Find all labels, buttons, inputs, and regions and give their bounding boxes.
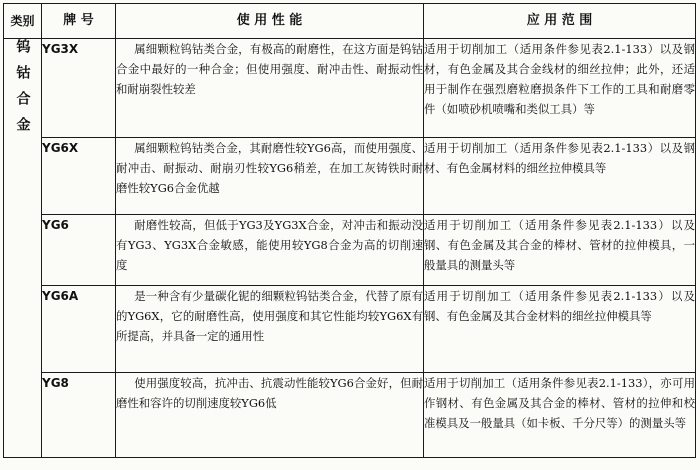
grade-cell: YG6X [42, 138, 116, 215]
table-row [4, 138, 696, 215]
table-row [4, 215, 696, 286]
application-cell: 适用于切削加工（适用条件参见表2.1-133）以及钢材，有色金属及其合金线材的细丝拉伸；此外，还适用于制作在强烈磨粒磨损条件下工作的工具和耐磨零件（如喷砂机喷嘴和类似工具）等 [424, 39, 696, 138]
header-performance: 使 用 性 能 [116, 4, 424, 39]
application-cell: 适用于切削加工（适用条件参见表2.1-133）以及钢、有色金属及其合金材料的细丝拉伸模具等 [424, 286, 696, 373]
application-cell: 适用于切削加工（适用条件参见表2.1-133），亦可用作钢材、有色金属及其合金的棒材、管材的拉伸和校准模具及一般量具（如卡板、千分尺等）的测量头等 [424, 373, 696, 458]
table-row [4, 286, 696, 373]
grade-cell: YG8 [42, 373, 116, 458]
application-cell: 适用于切削加工（适用条件参见表2.1-133）以及钢、有色金属及其合金的棒材、管材的拉伸模具，一般量具的测量头等 [424, 215, 696, 286]
carbide-grade-table [3, 3, 696, 458]
header-grade: 牌 号 [42, 4, 116, 39]
header-category: 类别 [4, 4, 42, 39]
table-row [4, 373, 696, 458]
performance-cell: 耐磨性较高，但低于YG3及YG3X合金，对冲击和振动没有YG3、YG3X合金敏感，能使用较YG8合金为高的切削速度 [116, 215, 424, 286]
grade-cell: YG3X [42, 39, 116, 138]
header-application: 应 用 范 围 [424, 4, 696, 39]
table-header-row [4, 4, 696, 39]
performance-cell: 是一种含有少量碳化铌的细颗粒钨钴类合金，代替了原有的YG6X，它的耐磨性高，使用强度和其它性能均较YG6X有所提高，并具备一定的通用性 [116, 286, 424, 373]
performance-cell: 使用强度较高，抗冲击、抗震动性能较YG6合金好，但耐磨性和容许的切削速度较YG6低 [116, 373, 424, 458]
application-cell: 适用于切削加工（适用条件参见表2.1-133）以及钢材、有色金属材料的细丝拉伸模具等 [424, 138, 696, 215]
table-row [4, 39, 696, 138]
category-label: 钨钴合金 [14, 39, 31, 143]
grade-cell: YG6 [42, 215, 116, 286]
performance-cell: 属细颗粒钨钴类合金，其耐磨性较YG6高，而使用强度、耐冲击、耐振动、耐崩刃性较YG6稍差，在加工灰铸铁时耐磨性较YG6合金优越 [116, 138, 424, 215]
category-cell [4, 39, 42, 458]
grade-cell: YG6A [42, 286, 116, 373]
performance-cell: 属细颗粒钨钴类合金，有极高的耐磨性，在这方面是钨钴合金中最好的一种合金；但使用强度、耐冲击性、耐振动性和耐崩裂性较差 [116, 39, 424, 138]
